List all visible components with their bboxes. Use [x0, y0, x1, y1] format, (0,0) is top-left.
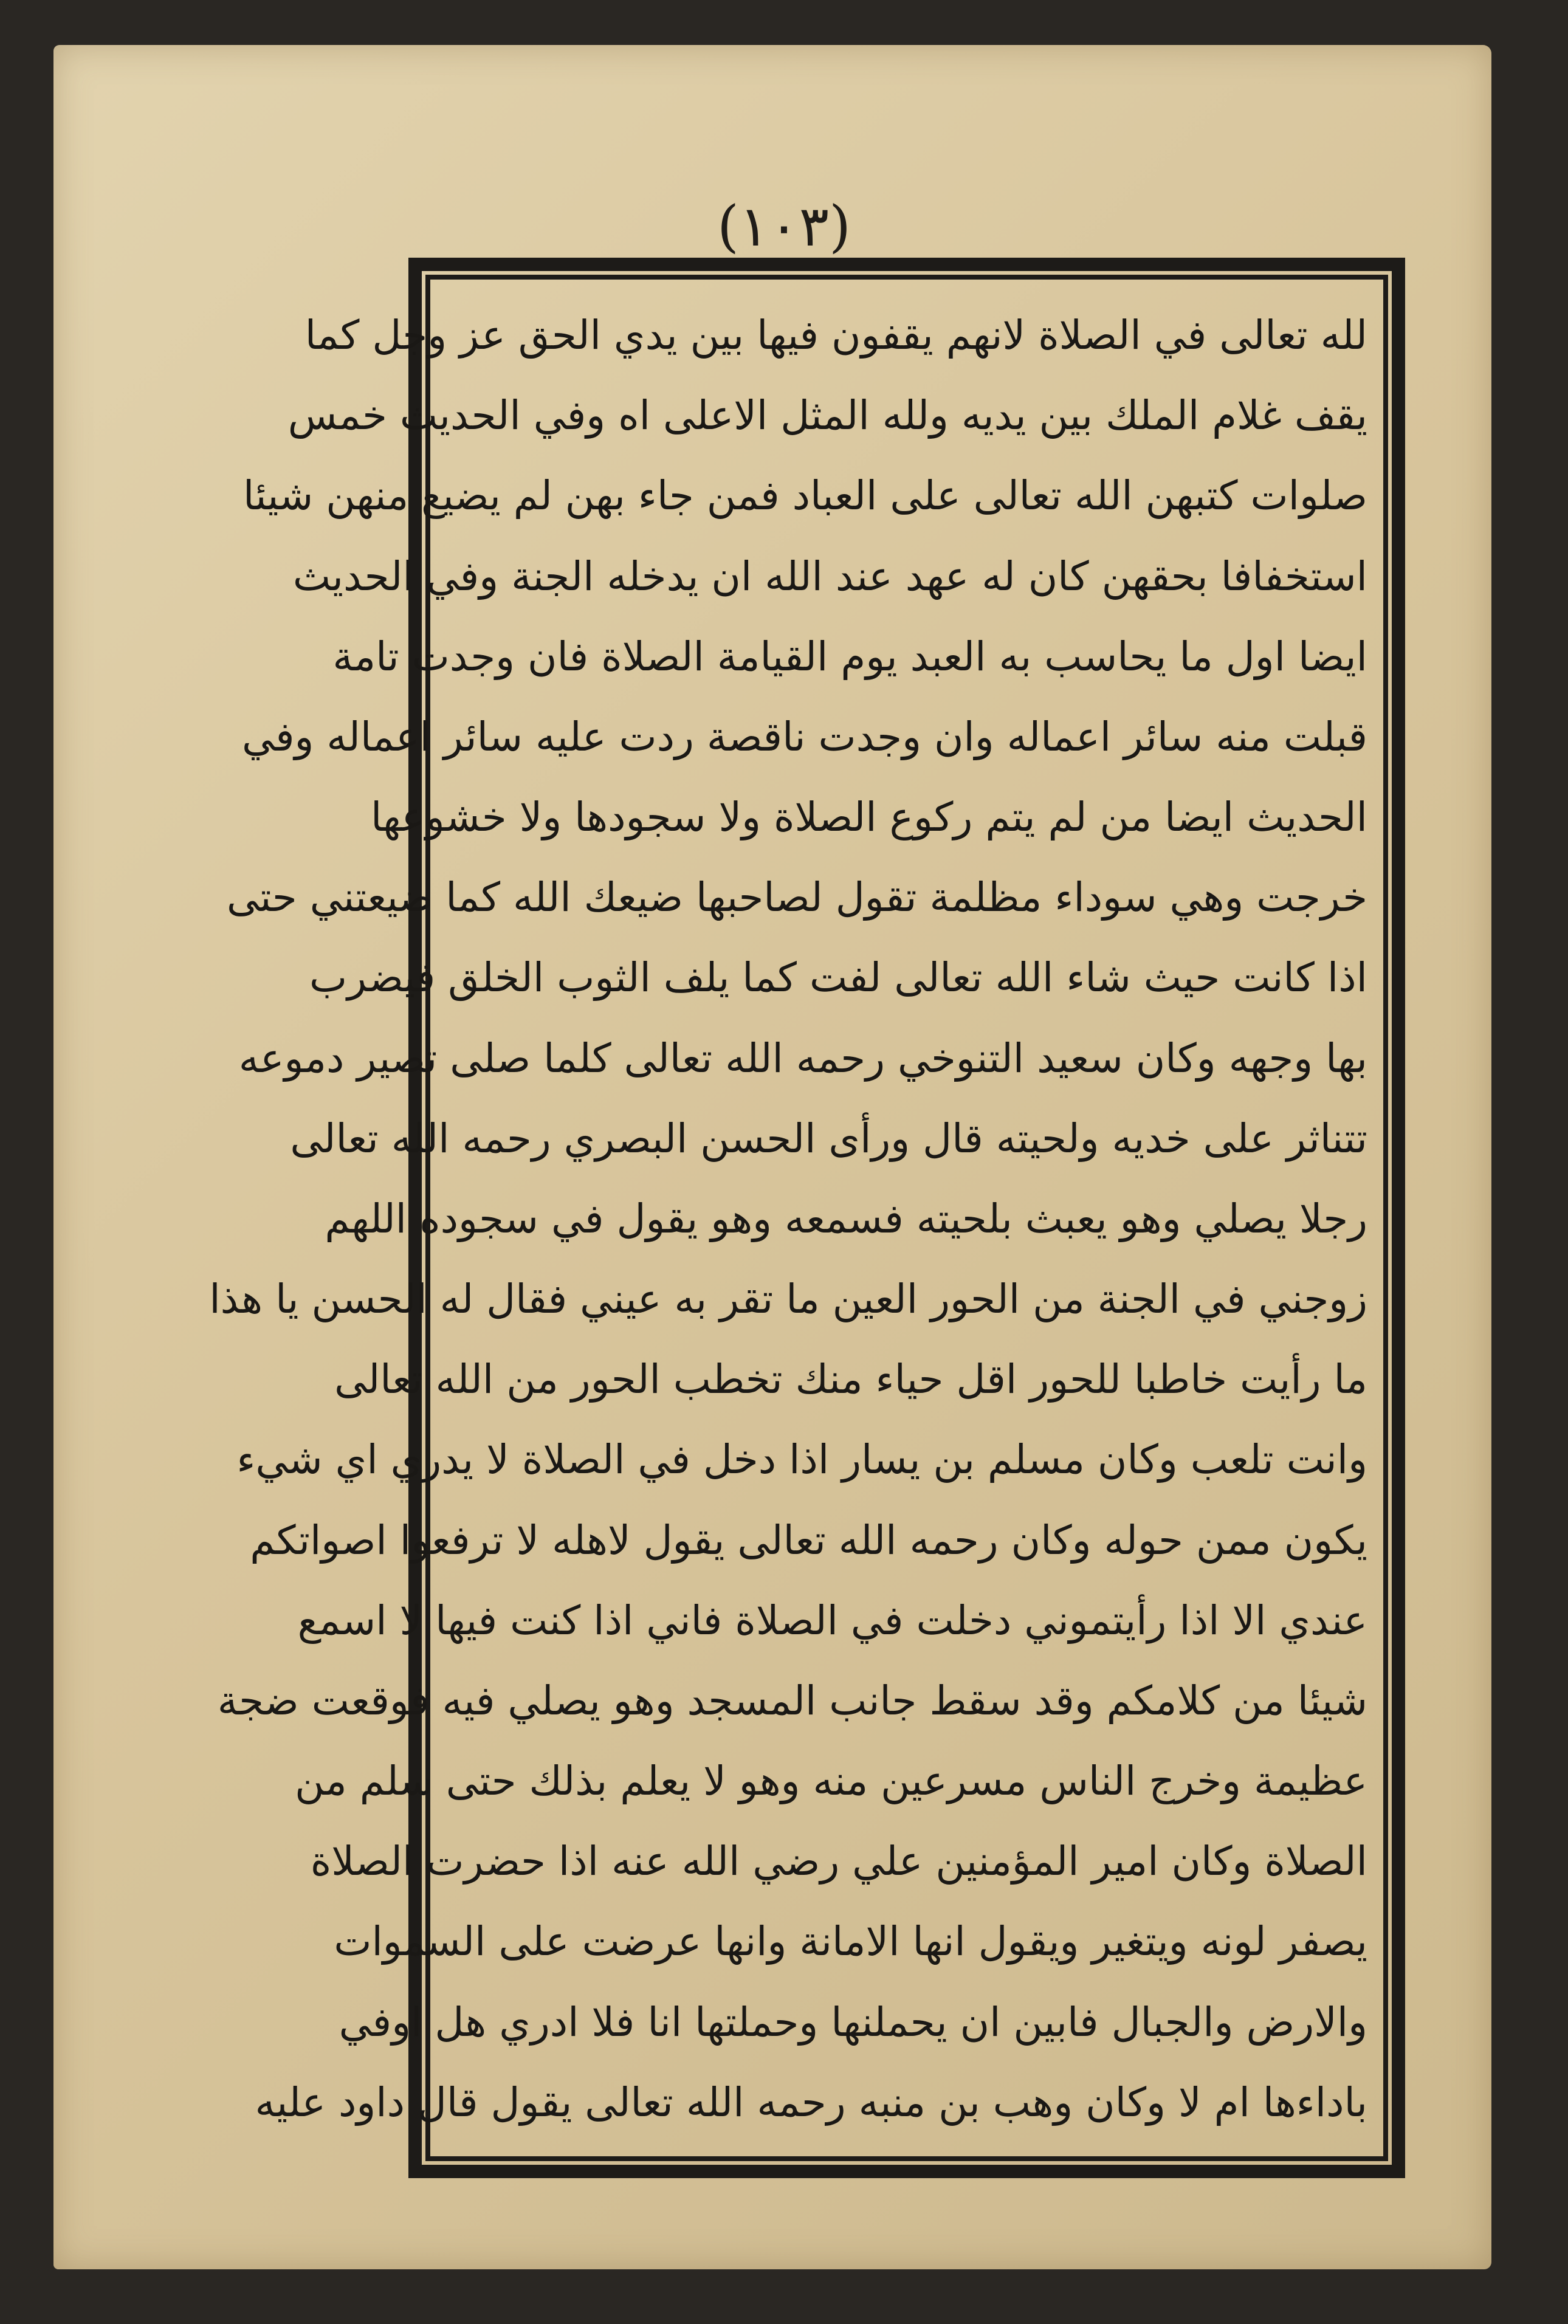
text-line: ما رأيت خاطبا للحور اقل حياء منك تخطب الحور من الله تعالى: [334, 1356, 1367, 1403]
text-line: قبلت منه سائر اعماله وان وجدت ناقصة ردت عليه سائر اعماله وفي: [241, 713, 1367, 760]
text-line: يكون ممن حوله وكان رحمه الله تعالى يقول لاهله لا ترفعوا اصواتكم: [250, 1516, 1367, 1564]
text-frame-inner: [209, 275, 1388, 2161]
text-line: صلوات كتبهن الله تعالى على العباد فمن جاء بهن لم يضيع منهن شيئا: [243, 472, 1367, 520]
text-line: يصفر لونه ويتغير ويقول انها الامانة وانها عرضت على السموات: [334, 1918, 1367, 1965]
text-line: استخفافا بحقهن كان له عهد عند الله ان يدخله الجنة وفي الحديث: [292, 552, 1367, 600]
text-line: الحديث ايضا من لم يتم ركوع الصلاة ولا سجودها ولا خشوعها: [371, 794, 1367, 841]
text-line: يقف غلام الملك بين يديه ولله المثل الاعلى اه وفي الحديث خمس: [287, 392, 1367, 439]
text-line: تتناثر على خديه ولحيته قال ورأى الحسن البصري رحمه الله تعالى: [290, 1115, 1367, 1162]
text-line: خرجت وهي سوداء مظلمة تقول لصاحبها ضيعك الله كما ضيعتني حتى: [226, 874, 1367, 921]
text-line: اذا كانت حيث شاء الله تعالى لفت كما يلف الثوب الخلق فيضرب: [309, 954, 1367, 1002]
text-line: ايضا اول ما يحاسب به العبد يوم القيامة الصلاة فان وجدت تامة: [332, 633, 1367, 680]
text-line: وانت تلعب وكان مسلم بن يسار اذا دخل في الصلاة لا يدري اي شيء: [236, 1436, 1367, 1483]
page-number: (١٠٣): [717, 194, 851, 259]
text-line: رجلا يصلي وهو يعبث بلحيته فسمعه وهو يقول في سجوده اللهم: [325, 1195, 1367, 1242]
text-line: زوجني في الجنة من الحور العين ما تقر به عيني فقال له الحسن يا هذا: [209, 1276, 1367, 1323]
text-frame-outer: [209, 258, 1405, 2178]
text-line: عظيمة وخرج الناس مسرعين منه وهو لا يعلم بذلك حتى سلم من: [295, 1758, 1367, 1805]
text-line: بها وجهه وكان سعيد التنوخي رحمه الله تعالى كلما صلى تصير دموعه: [238, 1034, 1367, 1082]
text-line: عندي الا اذا رأيتموني دخلت في الصلاة فاني اذا كنت فيها لا اسمع: [297, 1597, 1367, 1644]
text-line: لله تعالى في الصلاة لانهم يقفون فيها بين يدي الحق عز وجل كما: [304, 312, 1367, 359]
text-line: الصلاة وكان امير المؤمنين علي رضي الله عنه اذا حضرت الصلاة: [310, 1838, 1367, 1885]
text-line: باداءها ام لا وكان وهب بن منبه رحمه الله تعالى يقول قال داود عليه: [255, 2078, 1367, 2126]
text-line: شيئا من كلامكم وقد سقط جانب المسجد وهو يصلي فيه فوقعت ضجة: [217, 1677, 1367, 1724]
text-line: والارض والجبال فابين ان يحملنها وحملتها انا فلا ادري هل اوفي: [339, 1998, 1367, 2046]
